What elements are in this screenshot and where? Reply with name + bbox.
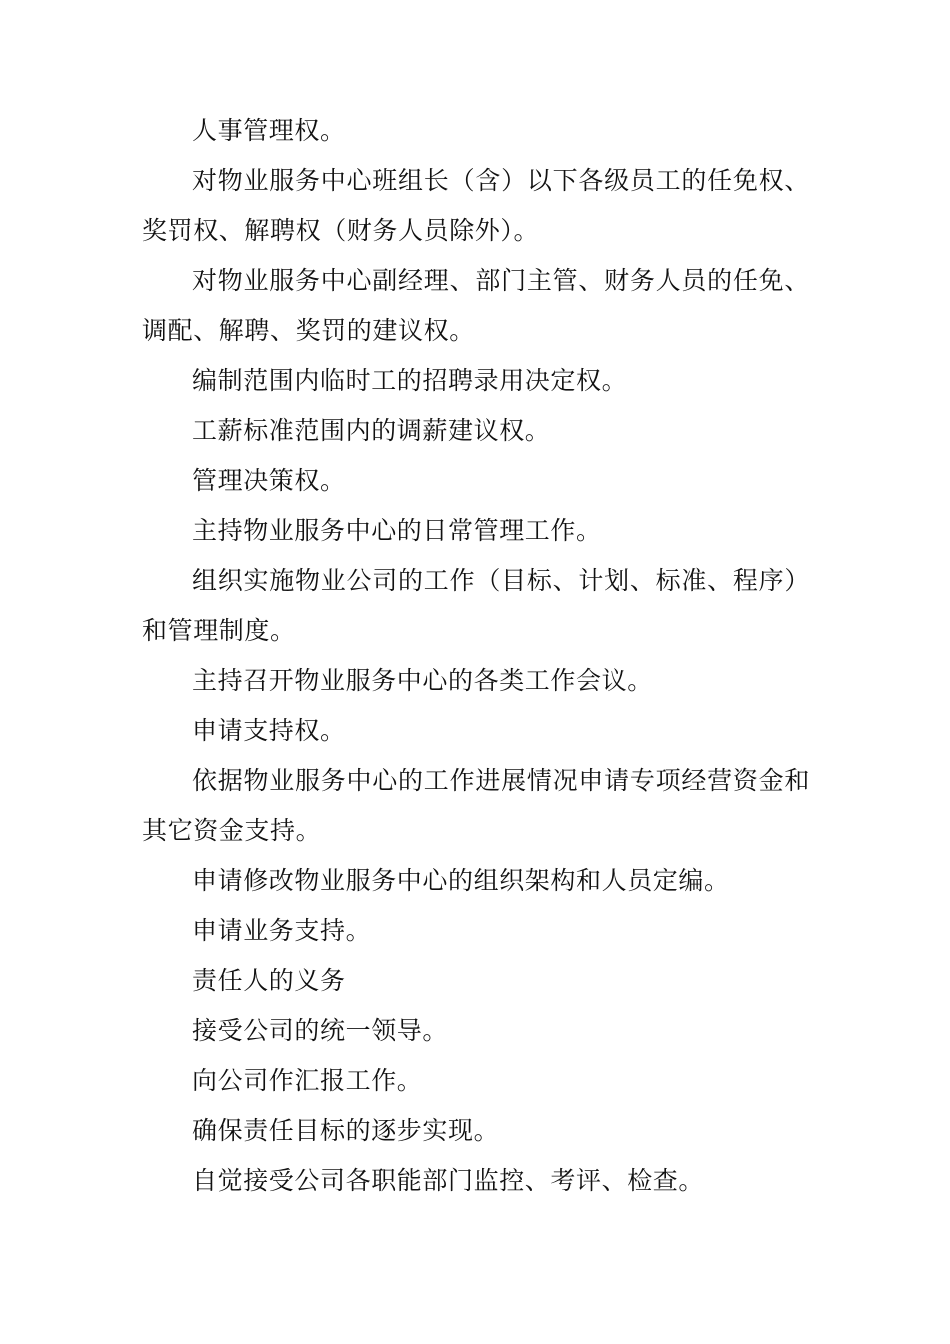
paragraph: 确保责任目标的逐步实现。 <box>192 1116 500 1145</box>
paragraph: 对物业服务中心班组长（含）以下各级员工的任免权、奖罚权、解聘权（财务人员除外）。 <box>142 166 810 245</box>
paragraph: 工薪标准范围内的调薪建议权。 <box>192 416 551 445</box>
paragraph: 接受公司的统一领导。 <box>192 1016 449 1045</box>
paragraph: 申请修改物业服务中心的组织架构和人员定编。 <box>192 866 730 895</box>
section-heading: 责任人的义务 <box>192 966 346 995</box>
paragraph: 依据物业服务中心的工作进展情况申请专项经营资金和其它资金支持。 <box>142 766 810 845</box>
paragraph: 申请支持权。 <box>192 716 346 745</box>
paragraph: 组织实施物业公司的工作（目标、计划、标准、程序）和管理制度。 <box>142 566 810 645</box>
paragraph: 对物业服务中心副经理、部门主管、财务人员的任免、调配、解聘、奖罚的建议权。 <box>142 266 810 345</box>
paragraph: 管理决策权。 <box>192 466 346 495</box>
paragraph: 主持召开物业服务中心的各类工作会议。 <box>192 666 653 695</box>
paragraph: 主持物业服务中心的日常管理工作。 <box>192 516 602 545</box>
paragraph: 自觉接受公司各职能部门监控、考评、检查。 <box>192 1166 705 1195</box>
paragraph: 向公司作汇报工作。 <box>192 1066 423 1095</box>
document-body <box>142 106 810 1206</box>
paragraph: 编制范围内临时工的招聘录用决定权。 <box>192 366 628 395</box>
paragraph: 申请业务支持。 <box>192 916 372 945</box>
paragraph: 人事管理权。 <box>192 116 346 145</box>
